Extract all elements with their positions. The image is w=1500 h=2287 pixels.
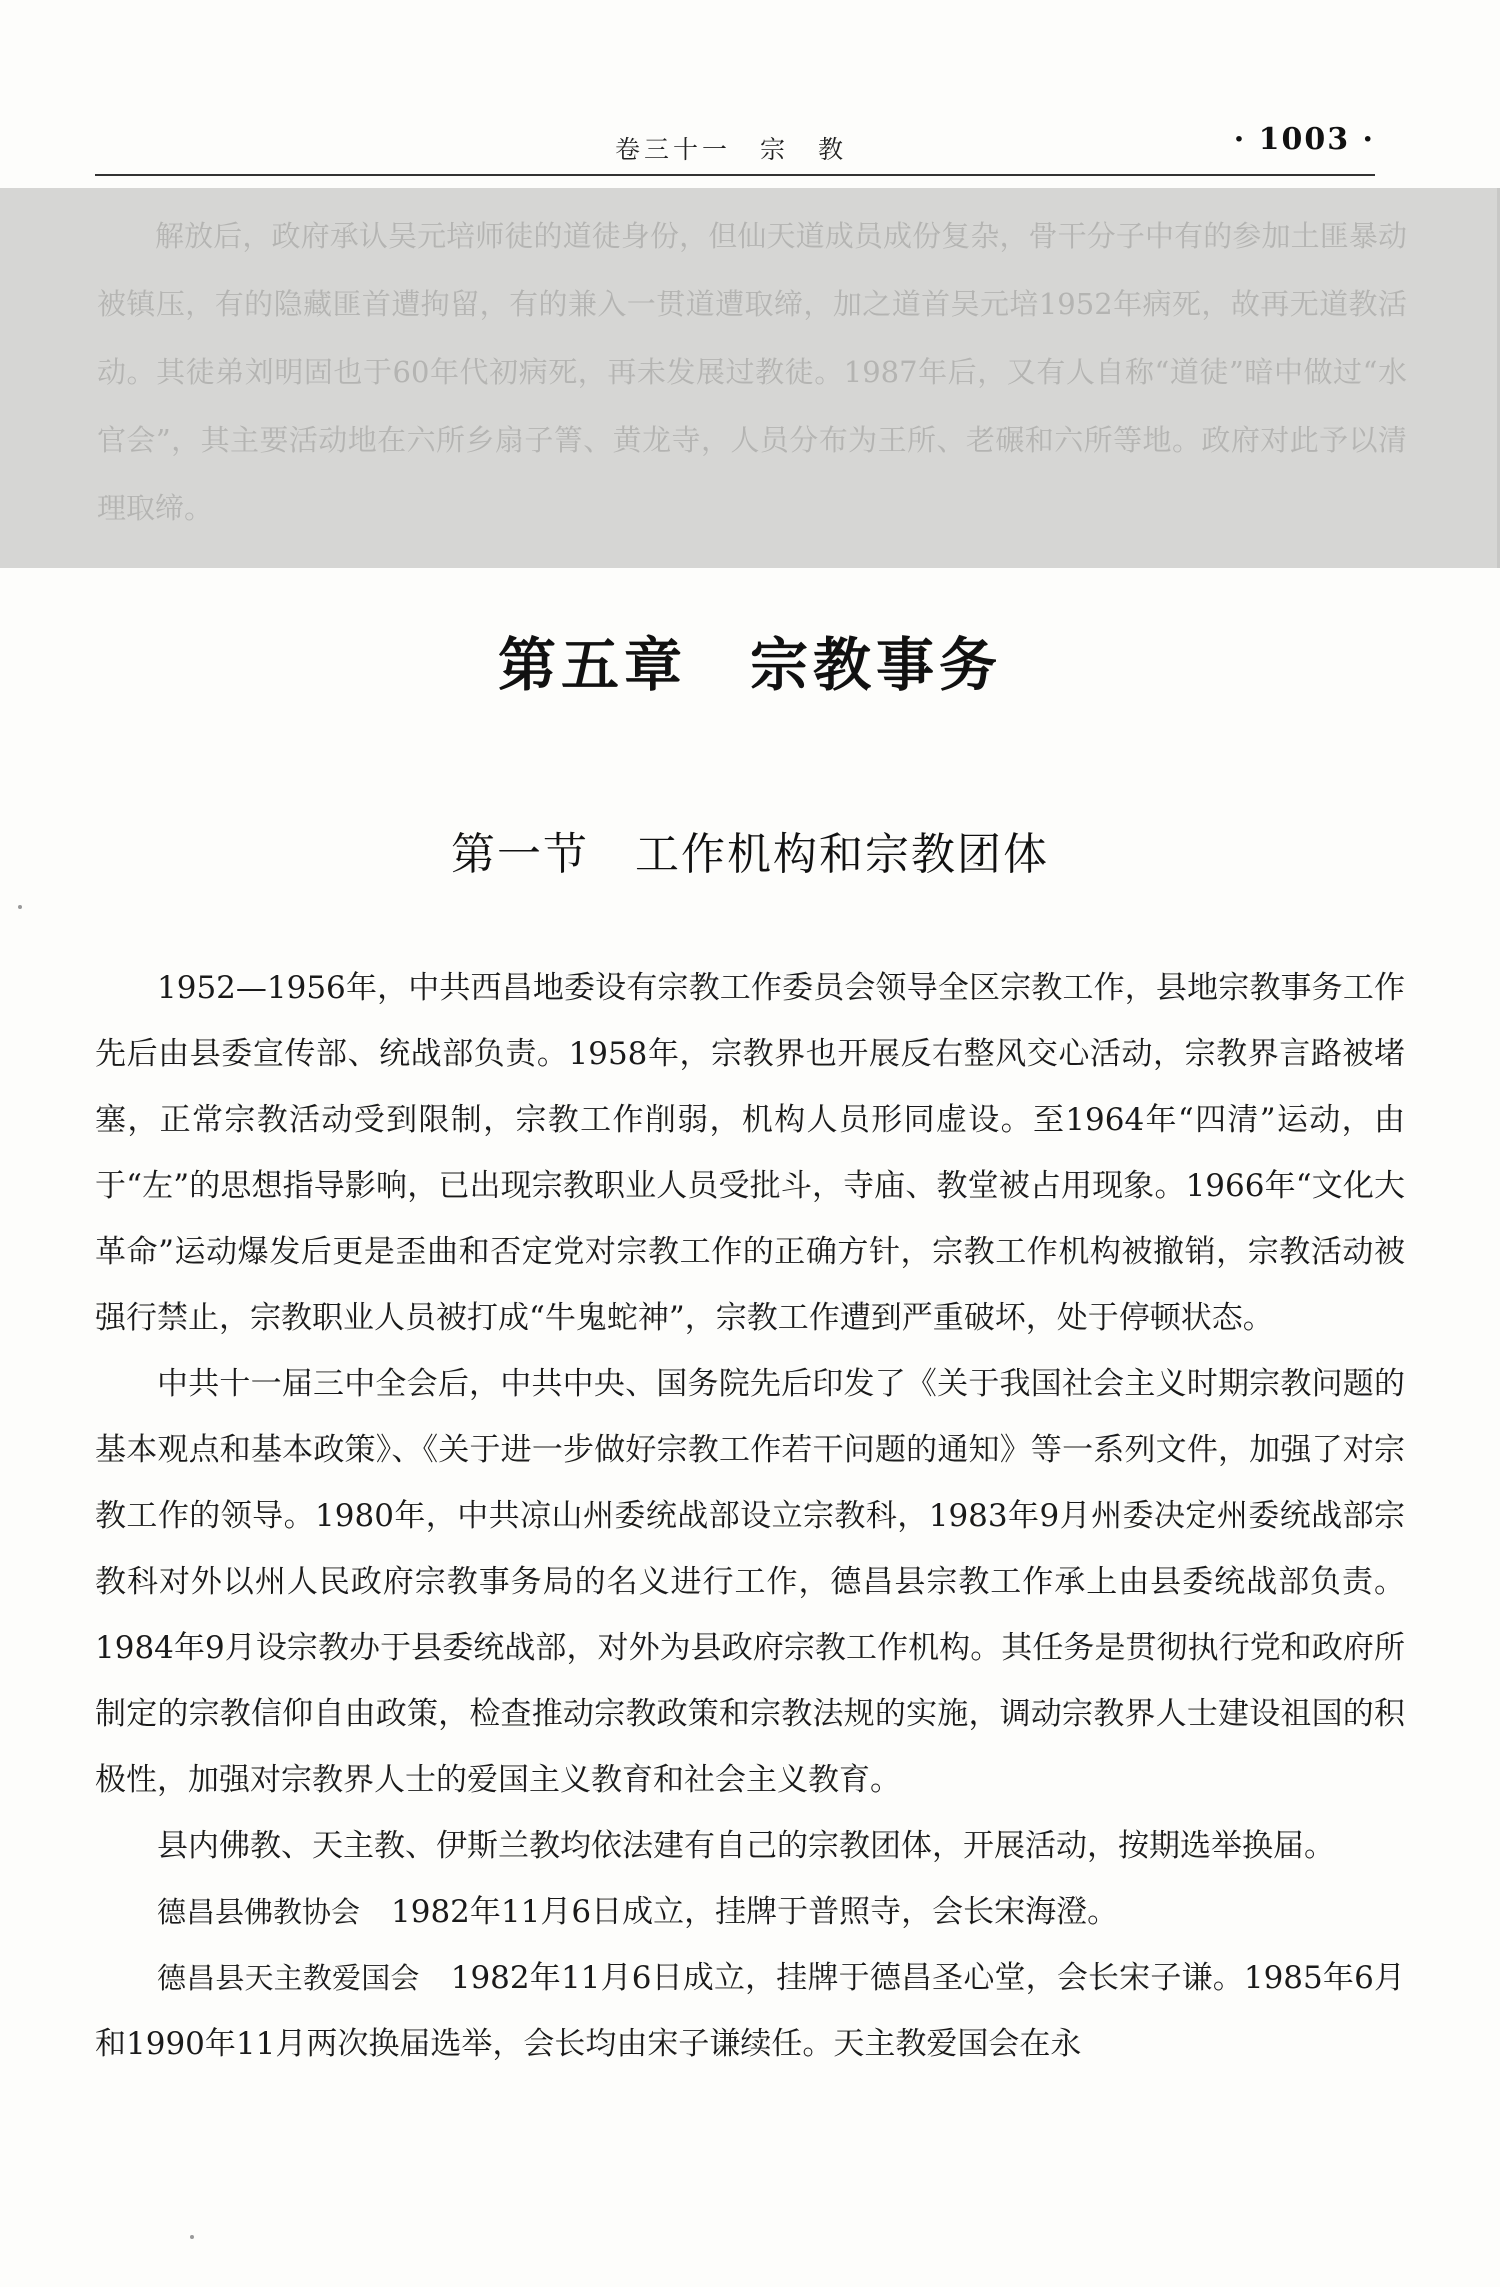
paragraph-3: 县内佛教、天主教、伊斯兰教均依法建有自己的宗教团体，开展活动，按期选举换届。 [157, 1828, 1335, 1864]
chapter-title: 第五章 宗教事务 [497, 631, 1002, 699]
previous-section-block [0, 188, 1500, 568]
paragraph-catholic-association [95, 1945, 1405, 2077]
paragraph-1: 1952—1956年，中共西昌地委设有宗教工作委员会领导全区宗教工作，县地宗教事务工作先后由县委宣传部、统战部负责。1958年，宗教界也开展反右整风交心活动，宗教界言路被堵塞，正常宗教活动受到限制，宗教工作削弱，机构人员形同虚设。至1964年“四清”运动，由于“左”的思想指导影响，已出现宗教职业人员受批斗，寺庙、教堂被占用现象。1966年“文化大革命”运动爆发后更是歪曲和否定党对宗教工作的正确方针，宗教工作机构被撤销，宗教活动被强行禁止，宗教职业人员被打成“牛鬼蛇神”，宗教工作遭到严重破坏，处于停顿状态。 [95, 970, 1405, 1336]
page-number: · 1003 · [1233, 122, 1375, 157]
scan-speck [18, 905, 22, 909]
scan-speck [190, 2235, 194, 2239]
running-head [95, 118, 1375, 178]
org-name-catholic: 德昌县天主教爱国会 [157, 1961, 420, 1995]
section-title: 第一节 工作机构和宗教团体 [451, 829, 1049, 880]
header-rule [95, 174, 1375, 176]
paragraph-2: 中共十一届三中全会后，中共中央、国务院先后印发了《关于我国社会主义时期宗教问题的基本观点和基本政策》、《关于进一步做好宗教工作若干问题的通知》等一系列文件，加强了对宗教工作的领导。1980年，中共凉山州委统战部设立宗教科，1983年9月州委决定州委统战部宗教科对外以州人民政府宗教事务局的名义进行工作，德昌县宗教工作承上由县委统战部负责。1984年9月设宗教办于县委统战部，对外为县政府宗教工作机构。其任务是贯彻执行党和政府所制定的宗教信仰自由政策，检查推动宗教政策和宗教法规的实施，调动宗教界人士建设祖国的积极性，加强对宗教界人士的爱国主义教育和社会主义教育。 [95, 1366, 1405, 1798]
body-text [95, 955, 1405, 2077]
previous-section-text: 解放后，政府承认吴元培师徒的道徒身份，但仙天道成员成份复杂，骨干分子中有的参加土匪暴动被镇压，有的隐藏匪首遭拘留，有的兼入一贯道遭取缔，加之道首吴元培1952年病死，故再无道教活动。其徒弟刘明固也于60年代初病死，再未发展过教徒。1987年后，又有人自称“道徒”暗中做过“水官会”，其主要活动地在六所乡扇子箐、黄龙寺，人员分布为王所、老碾和六所等地。政府对此予以清理取缔。 [97, 219, 1407, 525]
org-text-buddhist: 1982年11月6日成立，挂牌于普照寺，会长宋海澄。 [360, 1894, 1119, 1930]
org-name-buddhist: 德昌县佛教协会 [157, 1895, 361, 1929]
running-head-title: 卷三十一 宗 教 [615, 135, 848, 164]
org-text-catholic: 1982年11月6日成立，挂牌于德昌圣心堂，会长宋子谦。1985年6月和1990年11月两次换届选举，会长均由宋子谦续任。天主教爱国会在永 [95, 1960, 1405, 2062]
paragraph-buddhist-association [95, 1879, 1405, 1945]
